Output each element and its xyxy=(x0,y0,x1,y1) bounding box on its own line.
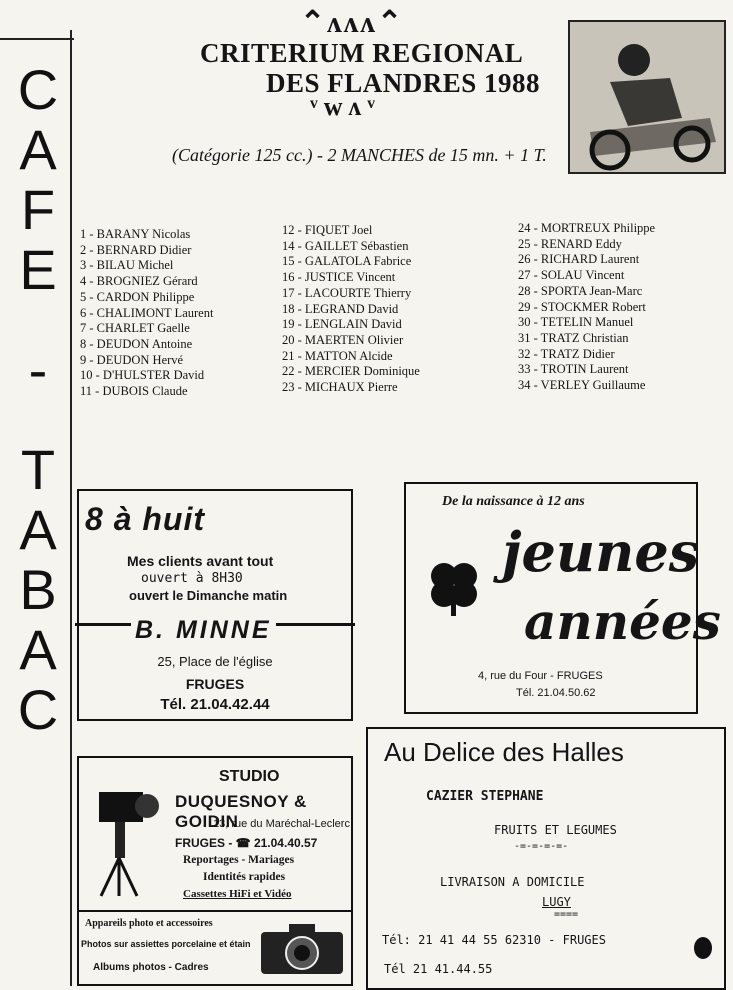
strip-letter: C xyxy=(17,58,59,121)
ad-tagline: De la naissance à 12 ans xyxy=(442,494,585,509)
rider-entry: 7 - CHARLET Gaelle xyxy=(80,321,190,336)
rider-entry: 20 - MAERTEN Olivier xyxy=(282,332,404,347)
rider-entry: 26 - RICHARD Laurent xyxy=(518,252,640,267)
rider-entry: 24 - MORTREUX Philippe xyxy=(518,221,656,235)
shop-address: 4, rue du Four - FRUGES xyxy=(478,670,603,682)
rider-entry: 11 - DUBOIS Claude xyxy=(80,384,188,399)
rider-entry: 27 - SOLAU Vincent xyxy=(518,268,625,283)
ad-hours: ouvert à 8H30 xyxy=(141,571,243,586)
studio-service: Identités rapides xyxy=(203,871,286,883)
shop-owner: CAZIER STEPHANE xyxy=(426,789,544,804)
rider-entry: 22 - MERCIER Dominique xyxy=(282,364,420,379)
rider-entry: 9 - DEUDON Hervé xyxy=(80,352,184,367)
brand-name-line2: années xyxy=(524,592,721,651)
camera-icon xyxy=(259,922,345,978)
decor-dashes: ==== xyxy=(554,909,579,920)
strip-letter: F xyxy=(20,178,56,241)
ad-studio xyxy=(77,756,353,986)
strip-letter: A xyxy=(19,118,57,181)
shop-title: Au Delice des Halles xyxy=(384,737,624,767)
strip-letter: T xyxy=(20,438,56,501)
strip-border xyxy=(70,30,72,986)
rider-entry: 25 - RENARD Eddy xyxy=(518,236,622,251)
rider-entry: 2 - BERNARD Didier xyxy=(80,242,192,257)
strip-letter: E xyxy=(19,238,57,301)
shop-delivery: LIVRAISON A DOMICILE xyxy=(440,875,585,889)
title-decoration: ᵛᴡᴧᵛ xyxy=(310,92,381,121)
studio-extra: Appareils photo et accessoires xyxy=(85,918,213,929)
studio-town: FRUGES - ☎ 21.04.40.57 xyxy=(175,836,318,850)
page-title-line1: CRITERIUM REGIONAL xyxy=(200,38,524,68)
race-subtitle: (Catégorie 125 cc.) - 2 MANCHES de 15 mn. + 1 T. xyxy=(172,145,547,165)
rider-entry: 29 - STOCKMER Robert xyxy=(518,299,646,314)
rider-entry: 17 - LACOURTE Thierry xyxy=(282,285,412,300)
studio-extra: Photos sur assiettes porcelaine et étain xyxy=(81,939,251,949)
decor-dashes: -=-=-=-=- xyxy=(514,841,569,852)
ad-minne xyxy=(77,489,353,721)
ad-sunday: ouvert le Dimanche matin xyxy=(129,588,288,603)
studio-street: 13, rue du Maréchal-Leclerc xyxy=(213,818,350,830)
huit-logo: 8 à huit xyxy=(85,501,206,537)
rider-entry: 34 - VERLEY Guillaume xyxy=(518,378,646,393)
rider-list-col3 xyxy=(518,221,655,394)
rider-entry: 3 - BILAU Michel xyxy=(80,258,174,273)
shop-phone: Tél. 21.04.42.44 xyxy=(160,696,270,713)
shop-products: FRUITS ET LEGUMES xyxy=(494,823,617,837)
page-title-line2: DES FLANDRES 1988 xyxy=(266,68,541,98)
rider-entry: 15 - GALATOLA Fabrice xyxy=(282,254,412,269)
ad-delice-des-halles xyxy=(366,727,726,990)
title-decoration: ⌃ᴧᴧᴧ⌃ xyxy=(300,6,405,39)
rider-entry: 8 - DEUDON Antoine xyxy=(80,336,193,351)
shop-phone: Tél: 21 41 44 55 62310 - FRUGES xyxy=(382,933,606,947)
studio-name: DUQUESNOY & GOIDIN xyxy=(175,792,307,831)
strip-letter: - xyxy=(28,338,48,401)
rider-entry: 6 - CHALIMONT Laurent xyxy=(80,305,214,320)
rider-entry: 18 - LEGRAND David xyxy=(282,301,399,316)
rider-entry: 16 - JUSTICE Vincent xyxy=(282,270,396,285)
rider-entry: 28 - SPORTA Jean-Marc xyxy=(518,283,643,298)
rider-entry: 12 - FIQUET Joel xyxy=(282,223,373,237)
rider-entry: 21 - MATTON Alcide xyxy=(282,348,393,363)
rider-entry: 32 - TRATZ Didier xyxy=(518,346,615,361)
studio-service: Reportages - Mariages xyxy=(183,854,295,866)
shop-phone: Tél. 21.04.50.62 xyxy=(516,687,596,699)
rider-entry: 19 - LENGLAIN David xyxy=(282,317,402,332)
rider-entry: 31 - TRATZ Christian xyxy=(518,330,629,345)
strip-letter: A xyxy=(19,498,57,561)
rider-entry: 4 - BROGNIEZ Gérard xyxy=(80,274,198,289)
strip-tick xyxy=(0,38,74,40)
rider-list-col1 xyxy=(80,227,213,400)
rider-entry: 33 - TROTIN Laurent xyxy=(518,362,629,377)
shop-phone-handwritten: Tél 21 41.44.55 xyxy=(384,962,493,976)
rider-image xyxy=(570,22,724,172)
studio-label: STUDIO xyxy=(219,768,280,785)
strip-letter: C xyxy=(17,678,59,741)
brand-name-line1: jeunes xyxy=(502,520,700,584)
rider-list-col2 xyxy=(282,223,420,396)
strip-letter: A xyxy=(19,618,57,681)
rider-entry: 14 - GAILLET Sébastien xyxy=(282,238,409,253)
studio-service: Cassettes HiFi et Vidéo xyxy=(183,888,292,900)
shop-town: FRUGES xyxy=(185,676,245,692)
rider-entry: 30 - TETELIN Manuel xyxy=(518,315,634,330)
shop-address: 25, Place de l'église xyxy=(157,654,273,669)
divider xyxy=(79,910,351,912)
rider-entry: 10 - D'HULSTER David xyxy=(80,368,205,383)
flower-icon xyxy=(424,556,484,616)
ad-jeunes-annees xyxy=(404,482,721,714)
ink-dot xyxy=(694,937,712,959)
cafe-tabac-strip xyxy=(12,60,64,740)
shop-owner: B. MINNE xyxy=(131,616,276,645)
rider-entry: 23 - MICHAUX Pierre xyxy=(282,380,398,395)
studio-extra: Albums photos - Cadres xyxy=(93,962,209,973)
camera-icon xyxy=(89,778,169,898)
rider-entry: 5 - CARDON Philippe xyxy=(80,289,195,304)
rider-entry: 1 - BARANY Nicolas xyxy=(80,227,191,241)
motocross-photo xyxy=(568,20,726,174)
ad-slogan: Mes clients avant tout xyxy=(127,553,274,569)
shop-locality: LUGY xyxy=(542,895,571,909)
strip-letter: B xyxy=(19,558,57,621)
